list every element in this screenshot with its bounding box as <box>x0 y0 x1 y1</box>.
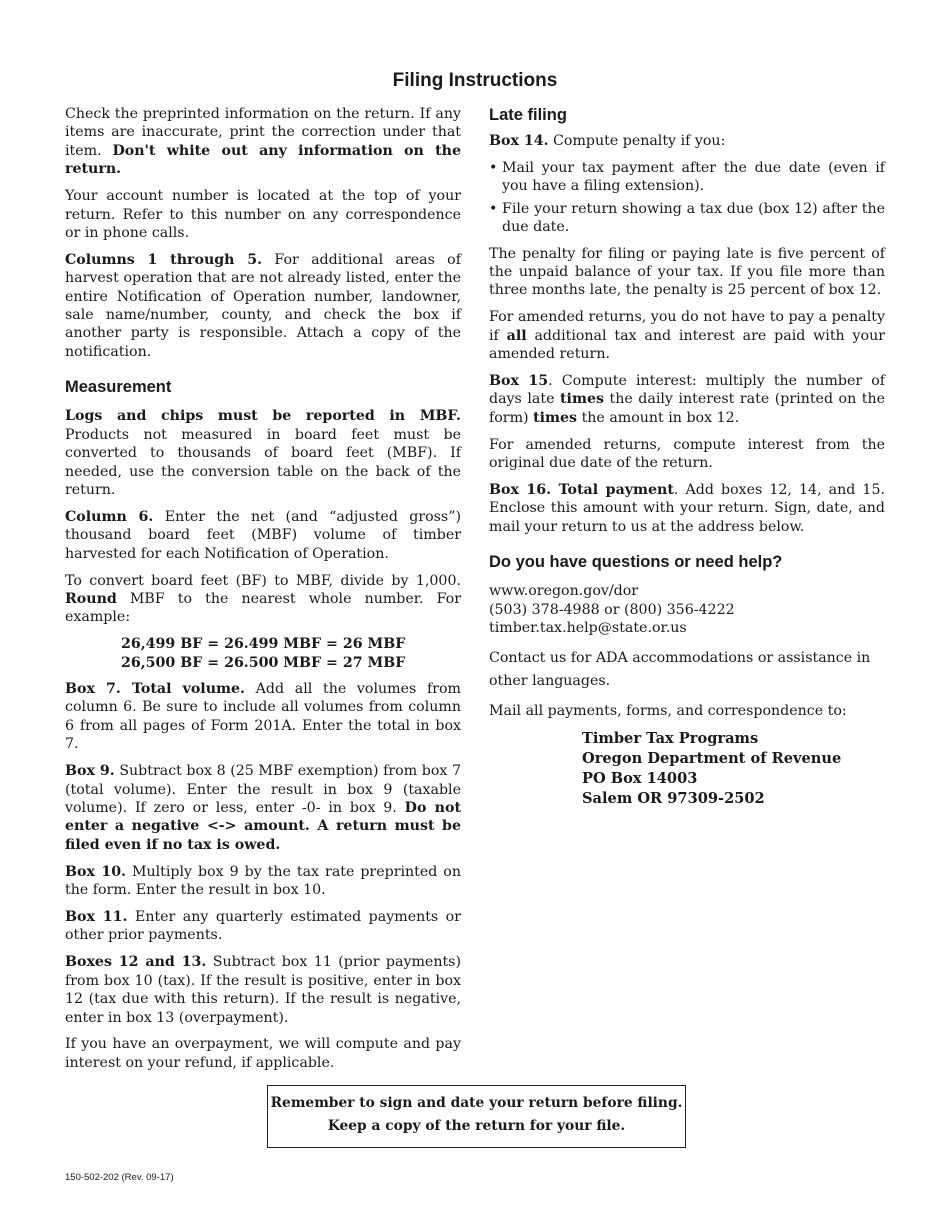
amended-interest-paragraph: For amended returns, compute interest from the original due date of the return. <box>489 436 885 472</box>
list-item: • Mail your tax payment after the due date (even if you have a filing extension). <box>489 159 885 196</box>
box-14-paragraph: Box 14. Compute penalty if you: <box>489 133 726 149</box>
reminder-line-1: Remember to sign and date your return before filing. <box>270 1095 683 1111</box>
reminder-line-2: Keep a copy of the return for your file. <box>327 1118 626 1134</box>
address-line: Timber Tax Programs <box>582 729 759 747</box>
phone-numbers: (503) 378-4988 or (800) 356-4222 <box>489 601 735 618</box>
email-link[interactable]: timber.tax.help@state.or.us <box>489 620 687 637</box>
box-15-paragraph: Box 15. Compute interest: multiply the number of days late times the daily interest rate (printed on the form) times the amount in box 12. <box>489 372 886 426</box>
boxes-12-13-paragraph: Boxes 12 and 13. Subtract box 11 (prior payments) from box 10 (tax). If the result is positive, enter in box 12 (tax due with this return). If the result is negative, enter in box 13 (overpayment). <box>65 954 461 1026</box>
ada-paragraph: Contact us for ADA accommodations or assistance in other languages. <box>489 650 871 690</box>
right-column <box>489 105 885 809</box>
page-title: Filing Instructions <box>392 70 558 91</box>
box-11-paragraph: Box 11. Enter any quarterly estimated payments or other prior payments. <box>65 909 461 944</box>
address-line: PO Box 14003 <box>582 769 698 787</box>
help-heading: Do you have questions or need help? <box>489 553 783 572</box>
columns-1-5-paragraph: Columns 1 through 5. For additional areas of harvest operation that are not already listed, enter the entire Notification of Operation number, landowner, sale name/number, county, and check the box if another party is responsible. Attach a copy of the notification. <box>65 251 461 360</box>
example-line-1: 26,499 BF = 26.499 MBF = 26 MBF <box>121 636 406 653</box>
logs-chips-paragraph: Logs and chips must be reported in MBF. Products not measured in board feet must be converted to thousands of board feet (MBF). If needed, use the conversion table on the back of the return. <box>65 408 461 498</box>
reminder-box <box>267 1085 686 1148</box>
list-item: • File your return showing a tax due (box 12) after the due date. <box>489 200 885 237</box>
amended-penalty-paragraph: For amended returns, you do not have to pay a penalty if all additional tax and interest are paid with your amended return. <box>489 309 885 363</box>
form-number: 150-502-202 (Rev. 09-17) <box>65 1172 174 1183</box>
overpayment-paragraph: If you have an overpayment, we will compute and pay interest on your refund, if applicable. <box>65 1036 461 1071</box>
box-16-paragraph: Box 16. Total payment. Add boxes 12, 14, and 15. Enclose this amount with your return. Sign, date, and mail your return to us at the address below. <box>489 482 885 535</box>
late-filing-heading: Late filing <box>489 106 567 124</box>
column-6-paragraph: Column 6. Enter the net (and “adjusted gross”) thousand board feet (MBF) volume of timber harvested for each Notification of Operation. <box>65 508 461 562</box>
left-column <box>65 105 461 1081</box>
mail-paragraph: Mail all payments, forms, and correspondence to: <box>489 702 847 719</box>
measurement-heading: Measurement <box>65 378 172 397</box>
box-10-paragraph: Box 10. Multiply box 9 by the tax rate preprinted on the form. Enter the result in box 10. <box>65 863 461 899</box>
account-number-paragraph: Your account number is located at the top of your return. Refer to this number on any correspondence or in phone calls. <box>65 188 461 241</box>
mailing-address <box>489 729 885 809</box>
contact-info <box>489 582 885 637</box>
example-line-2: 26,500 BF = 26.500 MBF = 27 MBF <box>121 654 406 671</box>
penalty-list <box>489 159 885 237</box>
convert-paragraph: To convert board feet (BF) to MBF, divide by 1,000. Round MBF to the nearest whole number. For example: <box>65 572 461 626</box>
address-line: Oregon Department of Revenue <box>582 749 842 767</box>
conversion-example <box>65 635 461 672</box>
address-line: Salem OR 97309-2502 <box>582 789 765 807</box>
box-9-paragraph: Box 9. Subtract box 8 (25 MBF exemption) from box 7 (total volume). Enter the result in box 9 (taxable volume). If zero or less, enter -0- in box 9. Do not enter a negative <-> amount. A return must be filed even if no tax is owed. <box>65 763 461 853</box>
penalty-paragraph: The penalty for filing or paying late is five percent of the unpaid balance of your tax. If you file more than three months late, the penalty is 25 percent of box 12. <box>489 245 885 299</box>
website-link[interactable]: www.oregon.gov/dor <box>489 583 639 600</box>
preprinted-info-paragraph: Check the preprinted information on the return. If any items are inaccurate, print the correction under that item. Don't white out any information on the return. <box>65 106 462 178</box>
box-7-paragraph: Box 7. Total volume. Add all the volumes from column 6. Be sure to include all volumes from column 6 from all pages of Form 201A. Enter the total in box 7. <box>65 681 461 753</box>
